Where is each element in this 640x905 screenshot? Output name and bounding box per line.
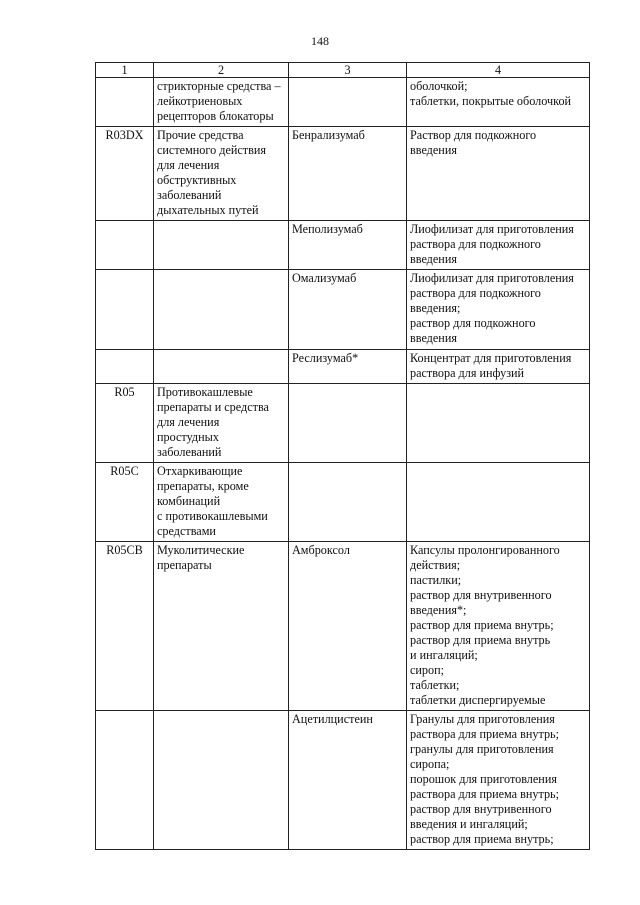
dosage-form-line: действия; <box>410 558 461 572</box>
dosage-form-line: оболочкой; <box>410 79 468 93</box>
group-name-line: лейкотриеновых <box>157 94 243 108</box>
dosage-form-line: порошок для приготовления <box>410 772 557 786</box>
dosage-forms-cell <box>407 542 590 711</box>
dosage-forms-cell <box>407 127 590 221</box>
table-row <box>96 270 590 350</box>
column-header-1: 1 <box>96 63 154 78</box>
dosage-form-line: сироп; <box>410 663 445 677</box>
dosage-form-line: и ингаляций; <box>410 648 478 662</box>
group-name-line: препараты, кроме <box>157 479 249 493</box>
dosage-form-line: раствор для подкожного <box>410 316 536 330</box>
dosage-form-line: раствора для инфузий <box>410 366 525 380</box>
dosage-forms-cell <box>407 221 590 270</box>
atc-code-cell <box>96 270 154 350</box>
group-name-line: препараты <box>157 558 212 572</box>
drug-name-cell <box>289 384 407 463</box>
drug-name-cell <box>289 463 407 542</box>
table-header-row <box>96 63 590 78</box>
dosage-form-line: пастилки; <box>410 573 462 587</box>
dosage-forms-cell <box>407 463 590 542</box>
group-name-line: системного действия <box>157 143 266 157</box>
group-name-line: заболеваний <box>157 188 222 202</box>
drug-name-cell: Бенрализумаб <box>289 127 407 221</box>
drug-name-cell: Меполизумаб <box>289 221 407 270</box>
dosage-form-line: введения*; <box>410 603 467 617</box>
dosage-form-line: раствора для приема внутрь; <box>410 787 560 801</box>
dosage-form-line: раствора для подкожного <box>410 237 541 251</box>
dosage-form-line: таблетки; <box>410 678 460 692</box>
dosage-form-line: Лиофилизат для приготовления <box>410 222 574 236</box>
table-row <box>96 542 590 711</box>
group-name-cell <box>154 270 289 350</box>
table-row <box>96 127 590 221</box>
group-name-line: простудных <box>157 430 219 444</box>
dosage-forms-cell <box>407 711 590 850</box>
dosage-form-line: введения и ингаляций; <box>410 817 528 831</box>
table-row <box>96 78 590 127</box>
dosage-form-line: введения <box>410 143 457 157</box>
dosage-form-line: введения; <box>410 301 461 315</box>
group-name-cell <box>154 127 289 221</box>
table-row <box>96 463 590 542</box>
dosage-forms-cell <box>407 384 590 463</box>
group-name-line: комбинаций <box>157 494 221 508</box>
group-name-line: Противокашлевые <box>157 385 253 399</box>
dosage-form-line: Лиофилизат для приготовления <box>410 271 574 285</box>
group-name-line: с противокашлевыми <box>157 509 268 523</box>
group-name-line: Отхаркивающие <box>157 464 243 478</box>
group-name-line: заболеваний <box>157 445 222 459</box>
dosage-form-line: таблетки, покрытые оболочкой <box>410 94 572 108</box>
table-row <box>96 221 590 270</box>
atc-code-cell <box>96 711 154 850</box>
group-name-cell <box>154 711 289 850</box>
atc-code-cell <box>96 221 154 270</box>
table-row <box>96 350 590 384</box>
group-name-cell <box>154 350 289 384</box>
atc-code-cell: R05CB <box>96 542 154 711</box>
group-name-line: препараты и средства <box>157 400 269 414</box>
drug-name-cell: Амброксол <box>289 542 407 711</box>
atc-code-cell <box>96 78 154 127</box>
group-name-line: рецепторов блокаторы <box>157 109 274 123</box>
atc-code-cell: R03DX <box>96 127 154 221</box>
group-name-line: Муколитические <box>157 543 245 557</box>
group-name-line: для лечения <box>157 158 220 172</box>
dosage-form-line: введения <box>410 331 457 345</box>
dosage-form-line: раствор для внутривенного <box>410 588 552 602</box>
dosage-form-line: Гранулы для приготовления <box>410 712 555 726</box>
dosage-form-line: раствор для приема внутрь; <box>410 832 554 846</box>
group-name-line: обструктивных <box>157 173 237 187</box>
atc-code-cell: R05C <box>96 463 154 542</box>
dosage-form-line: раствор для приема внутрь <box>410 633 551 647</box>
drug-name-cell: Реслизумаб* <box>289 350 407 384</box>
atc-code-cell <box>96 350 154 384</box>
dosage-form-line: раствор для внутривенного <box>410 802 552 816</box>
atc-code-cell: R05 <box>96 384 154 463</box>
table-row <box>96 711 590 850</box>
group-name-cell <box>154 78 289 127</box>
group-name-cell <box>154 384 289 463</box>
drug-name-cell: Ацетилцистеин <box>289 711 407 850</box>
page-number: 148 <box>311 34 329 48</box>
dosage-form-line: Раствор для подкожного <box>410 128 537 142</box>
dosage-form-line: раствор для приема внутрь; <box>410 618 554 632</box>
group-name-line: для лечения <box>157 415 220 429</box>
dosage-forms-cell <box>407 270 590 350</box>
dosage-form-line: Концентрат для приготовления <box>410 351 572 365</box>
dosage-form-line: Капсулы пролонгированного <box>410 543 560 557</box>
group-name-line: средствами <box>157 524 216 538</box>
drug-name-cell <box>289 78 407 127</box>
dosage-forms-cell <box>407 350 590 384</box>
dosage-form-line: таблетки диспергируемые <box>410 693 546 707</box>
dosage-form-line: раствора для приема внутрь; <box>410 727 560 741</box>
column-header-4: 4 <box>407 63 590 78</box>
dosage-form-line: раствора для подкожного <box>410 286 541 300</box>
table-row <box>96 384 590 463</box>
group-name-cell <box>154 463 289 542</box>
drug-name-cell: Омализумаб <box>289 270 407 350</box>
dosage-form-line: введения <box>410 252 457 266</box>
dosage-form-line: сиропа; <box>410 757 450 771</box>
group-name-line: стрикторные средства – <box>157 79 281 93</box>
group-name-cell <box>154 221 289 270</box>
table-body <box>96 63 590 850</box>
group-name-line: Прочие средства <box>157 128 244 142</box>
group-name-line: дыхательных путей <box>157 203 259 217</box>
column-header-3: 3 <box>289 63 407 78</box>
column-header-2: 2 <box>154 63 289 78</box>
drug-table <box>95 62 590 850</box>
dosage-form-line: гранулы для приготовления <box>410 742 554 756</box>
group-name-cell <box>154 542 289 711</box>
dosage-forms-cell <box>407 78 590 127</box>
